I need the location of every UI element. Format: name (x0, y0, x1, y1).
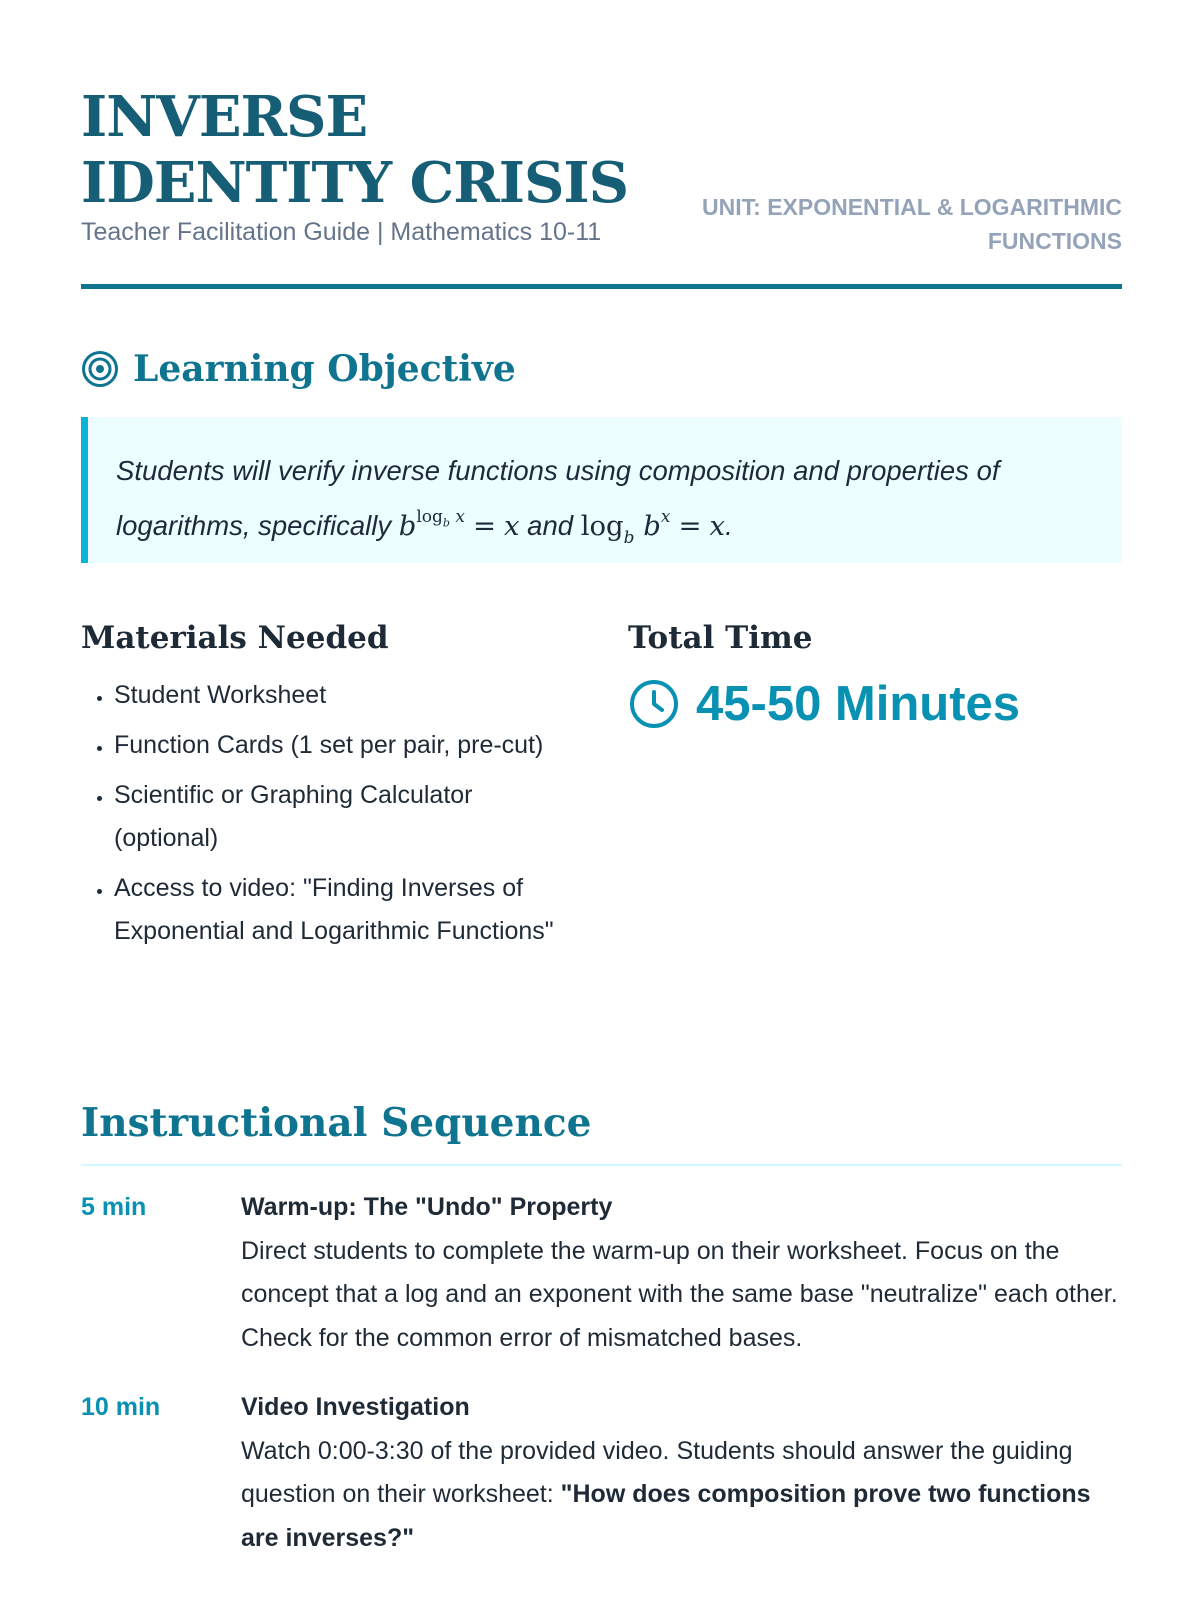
materials-item: • Access to video: "Finding Inverses of Exponential and Logarithmic Functions" (114, 867, 571, 953)
page-subtitle: Teacher Facilitation Guide | Mathematics 10-11 (81, 218, 602, 246)
total-time-value (628, 676, 1122, 732)
objective-callout (81, 417, 1122, 563)
materials-section (81, 620, 571, 960)
objective-heading (81, 348, 516, 390)
total-time-section (628, 620, 1122, 732)
materials-item: • Function Cards (1 set per pair, pre-cut) (114, 724, 571, 767)
objective-connector: and (527, 510, 574, 541)
clock-icon (628, 678, 680, 730)
step-duration: 5 min (81, 1193, 147, 1221)
total-time-heading: Total Time (628, 620, 813, 656)
materials-heading: Materials Needed (81, 620, 389, 656)
sequence-step (81, 1193, 1122, 1360)
step-title: Video Investigation (241, 1393, 470, 1421)
sequence-heading: Instructional Sequence (81, 1100, 592, 1146)
objective-heading-label: Learning Objective (133, 348, 516, 390)
formula-exp-log: $b^{log_b x} = x$ (398, 507, 520, 542)
materials-list (81, 674, 571, 953)
step-guiding-question: "How does composition prove two functions are inverses?" (241, 1480, 1091, 1552)
objective-period: . (725, 510, 733, 541)
target-icon (81, 350, 119, 388)
facilitation-guide-page (81, 0, 1122, 1552)
sequence-step (81, 1393, 1122, 1560)
step-description (241, 1430, 1122, 1561)
objective-text: Students will verify inverse functions using composition and properties of logarithms, specifically (116, 455, 1000, 541)
materials-item: • Student Worksheet (114, 674, 571, 717)
formula-log-exp: $\log_b b^x = x$ (580, 507, 726, 548)
step-duration: 10 min (81, 1393, 161, 1421)
step-body (241, 1186, 1122, 1360)
step-description: Direct students to complete the warm-up on their worksheet. Focus on the concept that a log and an exponent with the same base "neutralize" each other. Check for the common error of mismatched bases. (241, 1236, 1118, 1352)
step-description-text: Watch 0:00-3:30 of the provided video. Students should answer the guiding question on their worksheet: (241, 1436, 1073, 1508)
step-body (241, 1386, 1122, 1560)
sequence-list (81, 1193, 1122, 1596)
unit-label: UNIT: EXPONENTIAL & LOGARITHMIC FUNCTIONS (702, 194, 1122, 254)
step-title: Warm-up: The "Undo" Property (241, 1193, 613, 1221)
sequence-divider (81, 1164, 1122, 1166)
materials-item: • Scientific or Graphing Calculator (optional) (114, 774, 571, 860)
page-header (81, 0, 1122, 292)
total-time-label: 45-50 Minutes (696, 677, 1021, 731)
header-divider (81, 284, 1122, 289)
page-title: INVERSE IDENTITY CRISIS (81, 84, 629, 216)
